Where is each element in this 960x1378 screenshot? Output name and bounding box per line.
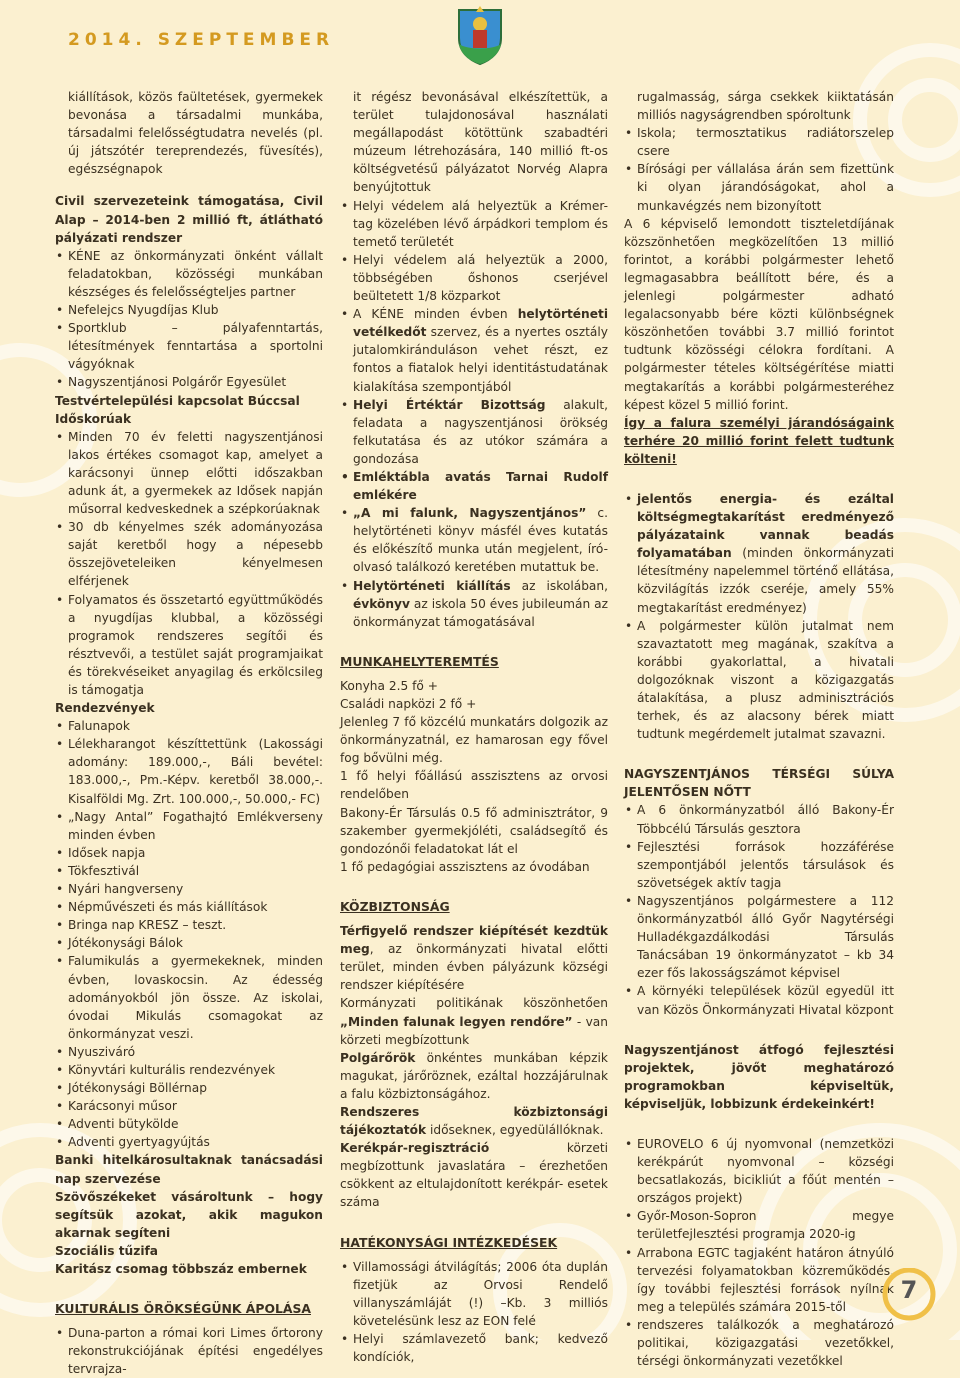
- list-item: • Minden 70 év feletti nagyszentjánosi lakos értékes csomagot kap, amelyet a karácsonyi ünnep előtti időszakban adunk át, a gyermekek az Idősek napján műsorral kedveskednek a szépkorúaknak: [55, 428, 323, 518]
- hatosagi-section-title: HATÉKONYSÁGI INTÉZKEDÉSEK: [340, 1234, 558, 1250]
- kepviselo-paragraph: A 6 képviselő lemondott tiszteletdíjának közszönhetően megközelítően 13 millió forintot, a korábbi polgármester lehető legmagasabbra beállított bére, és a jelenlegi polgármester adható legalacsonyabb bére közti különbségnek köszönhetően további 3.7 millió forintot tudtunk közösségi célokra fordítani. A polgármester tételes költségérítése miatti megtakarítás a korábbi polgármesteréhez képest közel 5 millió forint.: [624, 216, 894, 412]
- szovo-heading: Szövőszékeket vásároltunk – hogy segítsük azokat, akik magukon akarnak segíteni: [55, 1189, 323, 1240]
- list-item: • Nefelejcs Nyugdíjas Klub: [55, 301, 323, 319]
- munkahely-line: Jelenleg 7 fő közcélú munkatárs dolgozik az önkormányzatnál, ez hamarosan egy fővel fog bővülni még.: [340, 715, 608, 766]
- ertektar-bold: Helyi Értéktár Bizottság: [353, 397, 546, 412]
- column-left: [55, 88, 323, 1378]
- terfigyelo-text: , az önkormányzati hivatal előtti terület, minden évben pályázunk községi rendszer kiépítésére: [340, 942, 608, 993]
- list-item: • Nyári hangverseny: [55, 880, 323, 898]
- atfogo-heading: Nagyszentjánost átfogó fejlesztési projektek, jövőt meghatározó programokban képviseltük, képviseljük, lobbizunk érdekeinkért!: [624, 1042, 894, 1111]
- list-item: • Tökfesztivál: [55, 862, 323, 880]
- list-item: • Sportklub – pályafenntartás, létesítmények fenntartása a sportolni vágyóknak: [55, 319, 323, 373]
- list-item: • Villamossági átvilágítás; 2006 óta duplán fizetjük az Orvosi Rendelő villanyszámláját (!) –Kb. 3 milliós követelésünk lesz az EON felé: [340, 1258, 608, 1330]
- ertektar-text: alakult, feladata a nagyszentjánosi örökség felkutatása és az utókor számára a gondozása: [353, 397, 608, 466]
- list-item: • Helyi védelem alá helyeztük a Krémer-tag közelében lévő árpádkori templom és temető területét: [340, 197, 608, 251]
- list-item: • Fejlesztési források hozzáférése szempontjából jelentős társulások és szövetségek aktív tagja: [624, 838, 894, 892]
- list-item: • Helyi számlavezető bank; kedvező kondíciók,: [340, 1330, 608, 1366]
- kiallitas-bold: Helytörténeti kiállítás: [353, 578, 511, 593]
- kene-text-end: szervez, és a nyertes osztály jutalomkiránduláson vehet részt, ez fontos a fiatalok helyi identitástudatának kialakítása szempontjából: [353, 325, 608, 394]
- list-item: • A 6 önkormányzatból álló Bakony-Ér Többcélú Társulás gesztora: [624, 801, 894, 837]
- polgarorok-bold: Polgárőrök: [340, 1050, 416, 1065]
- kozbiztonsag-section-title: KÖZBIZTONSÁG: [340, 898, 450, 914]
- munkahely-section-title: MUNKAHELYTEREMTÉS: [340, 653, 499, 669]
- list-item: • Népművészeti és más kiállítások: [55, 898, 323, 916]
- kerekpar-text: körzeti megbízottunk javaslatára – érezhetően csökkent az eltulajdonított kerékpár- esetek száma: [340, 1141, 608, 1210]
- intro-text: kiállítások, közös faültetések, gyermekek bevonása a társadalmi munkába, társadalmi felelősségtudatra nevelés (pl. új játszótér tereprendezés, füvesítés), egészségnapok: [68, 90, 323, 177]
- list-item: [340, 577, 608, 631]
- list-item: • Lélekharangot készíttettünk (Lakossági adomány: 189.000,-, Báli bevétel: 183.000,-, Pm.-Képv. keretből 38.000,-. Kisalföldi Mg. Zrt. 100.000,-, 50.000,- FC): [55, 735, 323, 807]
- tajekoztato-bold: Rendszeres közbiztonsági tájékoztatók: [340, 1104, 608, 1138]
- list-item: • Nagyszentjános polgármestere a 112 önkormányzatból álló Győr Nagytérségi Hulladékgazdálkodási Társulás Tanácsában 19 önkormányzatot – kb 34 ezer fős lakosságszámot képvisel: [624, 892, 894, 982]
- list-item: • Adventi gyertyagyújtás: [55, 1133, 323, 1151]
- list-item: [624, 490, 894, 617]
- coat-of-arms-icon: [453, 4, 507, 66]
- kormanyzati-text: Kormányzati politikának köszönhetően: [340, 996, 608, 1011]
- falunk-bold: „A mi falunk, Nagyszentjános”: [353, 506, 587, 521]
- list-item: • Idősek napja: [55, 844, 323, 862]
- list-item: • Bringa nap KRESZ – teszt.: [55, 916, 323, 934]
- list-item: [340, 305, 608, 395]
- continued-text: rugalmasság, sárga csekkek kiiktatásán milliós nagyságrendben spóroltunk: [637, 90, 894, 123]
- civil-heading: Civil szervezeteink támogatása, Civil Alap – 2014-ben 2 millió ft, átlátható pályázati rendszer: [55, 194, 323, 245]
- idosek-heading: Időskorúak: [55, 411, 132, 426]
- list-item: • A polgármester külön jutalmat nem szavaztatott meg magának, szakítva a korábbi gyakorlattal, a hivatali dolgozóknak viszont a közigazgatás átalakítása, a plusz adminisztrációs terhek, és az alacsony bérek miatt tudtunk megérdemelt jutalmat szavazni.: [624, 617, 894, 744]
- page-number-badge: [878, 1268, 946, 1324]
- banki-heading: Banki hitelkárosultaknak tanácsadási nap szervezése: [55, 1153, 323, 1186]
- kulturalis-section-title: KULTURÁLIS ÖRÖKSÉGÜNK ÁPOLÁSA: [55, 1301, 311, 1317]
- list-item: • KÉNE az önkormányzati önként vállalt feladatokban, közösségi munkában készséges és felelősségteljes partner: [55, 247, 323, 301]
- column-middle: [340, 88, 608, 1366]
- kerekpar-paragraph: [340, 1139, 608, 1211]
- list-item: • Karácsonyi műsor: [55, 1097, 323, 1115]
- list-item: • Jótékonysági Bálok: [55, 934, 323, 952]
- list-item: • Falumikulás a gyermekeknek, minden évben, lovaskocsin. Az édesség adományokból jön össze. Az iskolai, óvodai Mikulás csomagokat az önkormányzat veszi.: [55, 952, 323, 1042]
- rendezvenyek-heading: Rendezvények: [55, 701, 155, 716]
- kormanyzati-paragraph: [340, 994, 608, 1048]
- list-item: • Jótékonysági Böllérnap: [55, 1079, 323, 1097]
- tersegi-section-title: NAGYSZENTJÁNOS TÉRSÉGI SÚLYA JELENTŐSEN NŐTT: [624, 767, 894, 800]
- list-item: • Emléktábla avatás Tarnai Rudolf emlékére: [340, 468, 608, 504]
- list-item: • rendszeres találkozók a meghatározó politikai, közigazgatási vezetőkkel, térségi önkormányzati vezetőkkel: [624, 1316, 894, 1370]
- list-item: • Duna-parton a római kori Limes őrtorony rekonstrukciójának építési engedélyes tervrajza-: [55, 1324, 323, 1378]
- falura-highlight: Így a falura személyi járandóságaink terhére 20 millió forint felett tudtunk költeni!: [624, 415, 894, 466]
- list-item: • A környéki települések közül egyedül itt van Közös Önkormányzati Hivatal központ: [624, 982, 894, 1018]
- munkahely-line: Bakony-Ér Társulás 0.5 fő adminisztrátor, 9 szakember gyermekjóléti, családsegítő és gondozónői feladatokat lát el: [340, 805, 608, 856]
- list-item: • Nyusziváró: [55, 1043, 323, 1061]
- munkahely-line: 1 fő helyi főállású asszisztens az orvosi rendelőben: [340, 769, 608, 802]
- karitasz-heading: Karitász csomag többszáz embernek: [55, 1262, 307, 1276]
- szocialis-heading: Szociális tűzifa: [55, 1243, 159, 1258]
- list-item: • Könyvtári kulturális rendezvények: [55, 1061, 323, 1079]
- kiallitas-text: az iskolában,: [510, 578, 609, 593]
- kormanyzati-text-end: - van körzeti megbízottunk: [340, 1014, 608, 1047]
- continued-text: it régész bevonásával elkészítettük, a terület tulajdonosával használati megállapodást kötöttünk szabadtéri múzeum létrehozására, 140 millió ft-os költségvetésű pályázatot Norvég Alapra benyújtottuk: [353, 90, 608, 195]
- list-item: [340, 504, 608, 576]
- list-item: • EUROVELO 6 új nyomvonal (nemzetközi kerékpárút nyomvonal – községi becsatlakozás, bicikliút a főút mentén – országos projekt): [624, 1135, 894, 1207]
- list-item: • Folyamatos és összetartó együttműködés a nyugdíjas klubbal, a közösségi programok rendszeres segítői és résztvevői, a testület saját programjaikat és törekvéseiket anyagilag és erkölcsileg is támogatja: [55, 591, 323, 700]
- list-item: • Iskola; termosztatikus radiátorszelep csere: [624, 124, 894, 160]
- testver-heading: Testvértelepülési kapcsolat Búccsal: [55, 393, 300, 408]
- list-item: • 30 db kényelmes szék adományozása saját keretből hogy a népesebb összejöveteleiken kényelmesen elférjenek: [55, 518, 323, 590]
- kerekpar-bold: Kerékpár-regisztráció: [340, 1141, 490, 1156]
- polgarorok-text: önkéntes munkában képzik magukat, járőröznek, ezáltal hozzájárulnak a falu közbiztonságához.: [340, 1050, 608, 1101]
- energia-text: (minden önkormányzati létesítmény napelemmel történő ellátása, közvilágítás izzók cseréje, amely 55% megtakarítást eredményez): [637, 546, 894, 615]
- kormanyzati-bold: „Minden falunak legyen rendőre”: [340, 1014, 573, 1029]
- list-item: • „Nagy Antal” Fogathajtó Emlékverseny minden évben: [55, 808, 323, 844]
- terfigyelo-bold: Térfigyelő rendszer kiépítését kezdtük meg: [340, 924, 608, 957]
- list-item: [340, 396, 608, 468]
- list-item: • Bírósági per vállalása árán sem fizettünk ki olyan járandóságokat, ahol a munkavégzés nem bizonyított: [624, 160, 894, 214]
- munkahely-line: 1 fő pedagógiai asszisztens az óvodában: [340, 859, 590, 874]
- list-item: • Győr-Moson-Sopron megye területfejlesztési programja 2020-ig: [624, 1207, 894, 1243]
- evkonyv-bold: évkönyv: [353, 596, 410, 611]
- falunk-text: c. helytörténeti könyv másfél éves kutatás és előkészítő munka után megjelent, író-olvasó találkozó keretében mutattuk be.: [353, 506, 609, 575]
- column-right: [624, 88, 894, 1370]
- tajekoztato-text: idősekneк, egyedülállóknak.: [426, 1123, 604, 1138]
- list-item: • Helyi védelem alá helyeztük a 2000, többségében őshonos cserjével beültetett 1/8 közparkot: [340, 251, 608, 305]
- munkahely-line: Konyha 2.5 fő +: [340, 678, 438, 693]
- munkahely-line: Családi napközi 2 fő +: [340, 697, 477, 711]
- kene-bold: helytörténeti vetélkedőt: [353, 307, 608, 340]
- list-item: • Nagyszentjánosi Polgárőr Egyesület: [55, 373, 323, 391]
- list-item: • Arrabona EGTC tagjaként határon átnyúló tervezési folyamatokban közreműködés, így további fejlesztési források nyílnak meg a település számára 2015-től: [624, 1244, 894, 1316]
- terfigyelo-paragraph: [340, 922, 608, 994]
- list-item: • Adventi bütykölde: [55, 1115, 323, 1133]
- kene-text: A KÉNE minden évben: [353, 307, 518, 322]
- list-item: • Falunapok: [55, 717, 323, 735]
- page-number: 7: [900, 1276, 918, 1304]
- issue-date: 2014. SZEPTEMBER: [68, 30, 335, 50]
- kiallitas-text-end: az iskola 50 éves jubileumán az önkormányzat támogatásával: [353, 596, 608, 629]
- polgarorok-paragraph: [340, 1049, 608, 1103]
- energia-bold: jelentős energia- és ezáltal költségmegtakarítást eredményező pályázataink vannak beadás folyamatában: [637, 491, 894, 561]
- tajekoztato-paragraph: [340, 1103, 608, 1139]
